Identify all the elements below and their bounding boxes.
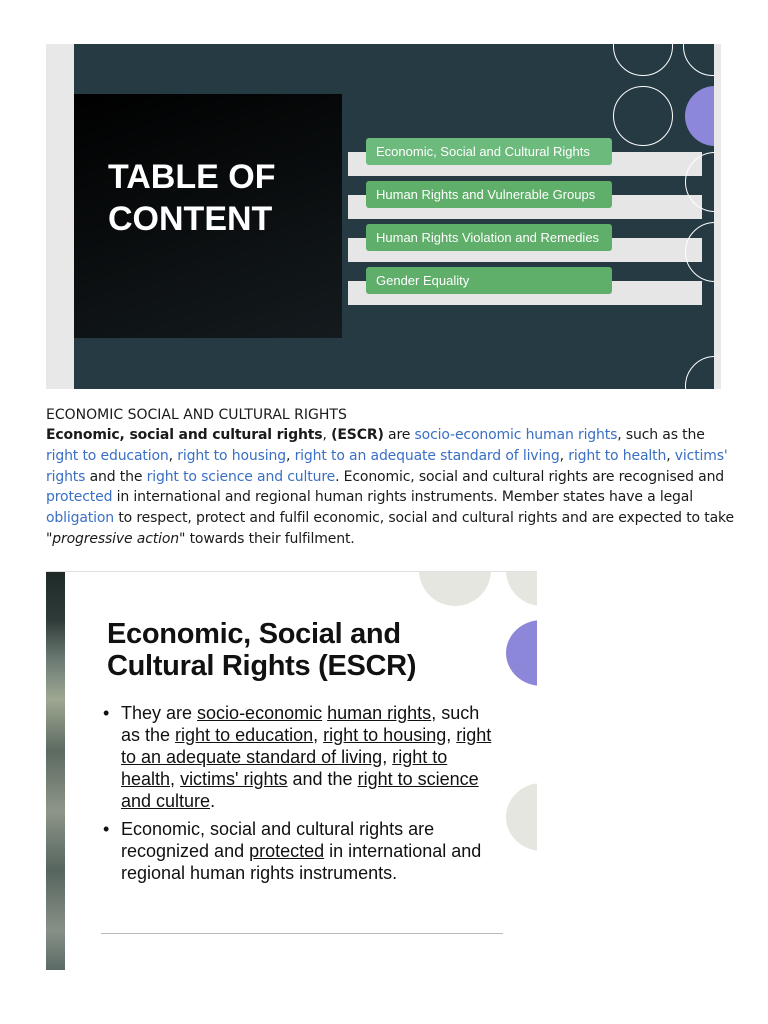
text-run: , xyxy=(446,725,457,745)
article-paragraph xyxy=(46,425,736,550)
link-right-to-housing[interactable]: right to housing xyxy=(177,447,286,464)
text-run: to respect, protect and fulfil economic, social and cultural rights and are expected to take " xyxy=(46,510,734,547)
link-victims-rights[interactable]: victims' rights xyxy=(46,447,728,485)
link-protected[interactable]: protected xyxy=(46,489,113,506)
text-run: , xyxy=(168,447,178,464)
text-run: , xyxy=(313,725,324,745)
section-heading: ECONOMIC SOCIAL AND CULTURAL RIGHTS xyxy=(46,407,347,423)
text-run: in international and regional human rights instruments. xyxy=(121,841,482,883)
link-right-to-science-and-culture[interactable]: right to science and culture xyxy=(146,468,336,485)
decor-circle-filled xyxy=(685,86,714,146)
link-obligation[interactable]: obligation xyxy=(46,510,115,527)
slide-title-line1: TABLE OF xyxy=(108,158,276,196)
toc-item-vulnerable-groups[interactable]: Human Rights and Vulnerable Groups xyxy=(366,181,612,208)
bullet-icon: • xyxy=(103,703,110,723)
link-socio-economic-human-rights[interactable]: socio-economic human rights xyxy=(414,427,618,443)
decor-circle-outline-6 xyxy=(685,356,714,389)
divider-line xyxy=(101,933,503,934)
link-right-to-adequate-standard-of-living[interactable]: right to an adequate standard of living xyxy=(294,447,560,464)
decor-circle-outline-1 xyxy=(613,44,673,76)
text-run: , xyxy=(285,447,295,464)
escr-slide-title-line2: Cultural Rights (ESCR) xyxy=(107,650,417,682)
decor-circle-outline-2 xyxy=(683,44,714,76)
decor-circle-outline-5 xyxy=(685,222,714,282)
term-escr-abbrev: (ESCR) xyxy=(331,427,384,443)
text-run: , such as the xyxy=(121,703,480,745)
underlined-right-to-science-and-culture[interactable]: right to science and culture xyxy=(121,769,479,811)
escr-slide xyxy=(46,571,537,970)
bullet-item xyxy=(103,702,493,812)
slide-dark-panel xyxy=(74,44,714,389)
term-progressive-action: progressive action xyxy=(52,530,179,547)
text-run: , xyxy=(322,427,332,443)
decor-circle-grey-2 xyxy=(506,571,537,606)
decor-circle-grey-3 xyxy=(506,783,537,851)
text-run: , xyxy=(666,447,675,464)
underlined-victims-rights[interactable]: victims' rights xyxy=(180,769,288,789)
underlined-right-to-housing[interactable]: right to housing xyxy=(323,725,447,745)
table-of-content-slide xyxy=(46,44,721,389)
text-run: " towards their fulfilment. xyxy=(178,530,355,547)
underlined-human-rights[interactable]: human rights xyxy=(327,703,432,723)
underlined-right-to-health[interactable]: right to health xyxy=(121,747,448,789)
underlined-socio-economic[interactable]: socio-economic xyxy=(197,703,323,723)
toc-item-economic-social-cultural-rights[interactable]: Economic, Social and Cultural Rights xyxy=(366,138,612,165)
underlined-right-to-education[interactable]: right to education xyxy=(175,725,314,745)
link-right-to-health[interactable]: right to health xyxy=(568,447,667,464)
slide-title xyxy=(108,156,275,240)
escr-slide-title xyxy=(107,618,416,682)
title-box xyxy=(74,94,342,338)
article-section xyxy=(46,405,736,550)
text-run: and the xyxy=(85,468,147,485)
decor-circle-purple xyxy=(506,620,537,686)
decor-circle-outline-3 xyxy=(613,86,673,146)
slide-title-line2: CONTENT xyxy=(108,200,273,238)
text-run: Economic, social and cultural rights are recognized and xyxy=(121,819,435,861)
toc-item-gender-equality[interactable]: Gender Equality xyxy=(366,267,612,294)
toc-item-violation-remedies[interactable]: Human Rights Violation and Remedies xyxy=(366,224,612,251)
bullet-item xyxy=(103,818,493,884)
text-run: . xyxy=(210,791,216,811)
text-run: are xyxy=(383,427,415,443)
text-run: . Economic, social and cultural rights are recognised and xyxy=(335,468,725,485)
underlined-protected[interactable]: protected xyxy=(249,841,325,861)
text-run: and the xyxy=(287,769,358,789)
photo-strip-image xyxy=(46,572,65,970)
decor-circle-grey-1 xyxy=(419,571,491,606)
text-run: , xyxy=(170,769,181,789)
text-run: , xyxy=(382,747,393,767)
text-run: , xyxy=(559,447,569,464)
text-run: , such as the xyxy=(617,427,705,443)
bullet-icon: • xyxy=(103,819,110,839)
link-right-to-education[interactable]: right to education xyxy=(46,447,169,464)
text-run: in international and regional human rights instruments. Member states have a legal xyxy=(112,489,693,506)
escr-bullet-list xyxy=(103,702,493,890)
underlined-right-to-adequate-standard[interactable]: right to an adequate standard of living xyxy=(121,725,492,767)
text-run: They are xyxy=(121,703,198,723)
term-escr: Economic, social and cultural rights xyxy=(46,427,323,443)
escr-slide-title-line1: Economic, Social and xyxy=(107,618,401,650)
